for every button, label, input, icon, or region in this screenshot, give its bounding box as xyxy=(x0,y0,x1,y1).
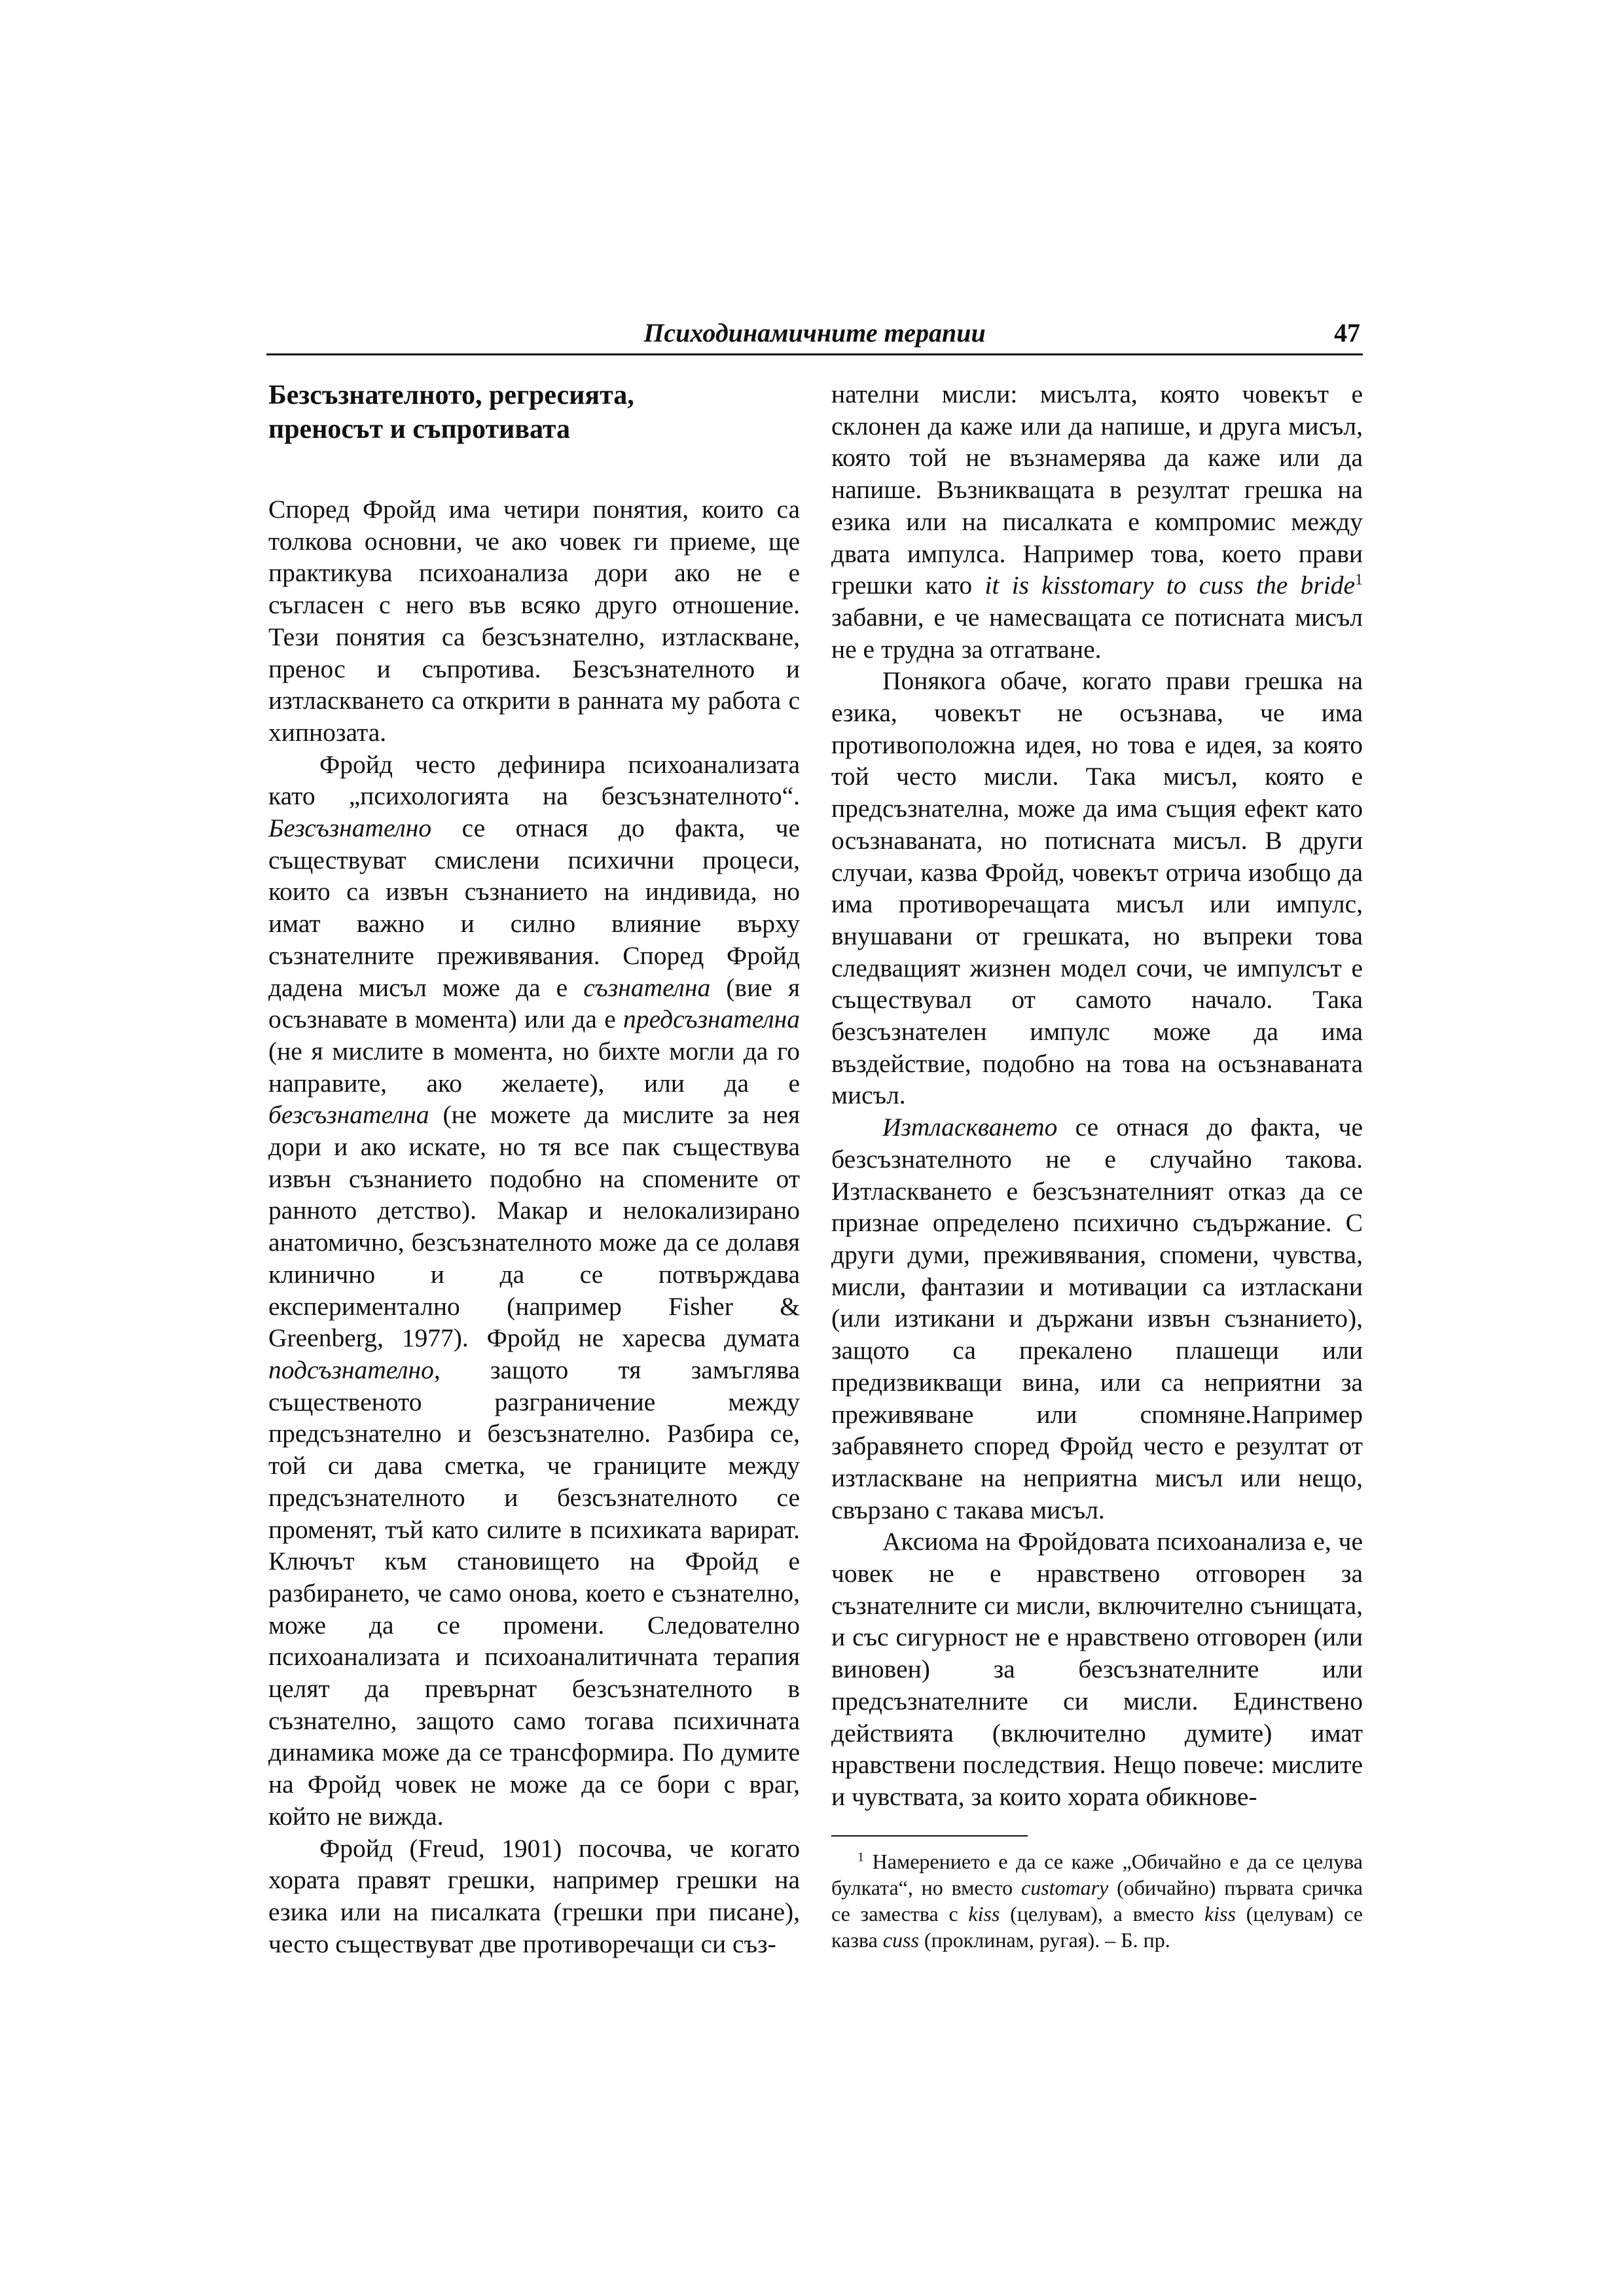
italic-term: съзнателна xyxy=(583,973,711,1002)
italic-example: it is kisstomary to cuss the bride xyxy=(984,571,1355,600)
italic-term: kiss xyxy=(968,1901,1000,1926)
section-heading-line1: Безсъзнателното, регресията, xyxy=(268,380,634,410)
italic-term: предсъзнателна xyxy=(623,1005,800,1034)
running-header xyxy=(266,313,1363,355)
footnote-reference[interactable]: 1 xyxy=(1355,571,1363,589)
text-run: (не я мислите в момента, но бихте могли да го направите, ако желаете), или да е xyxy=(268,1036,800,1098)
paragraph-left-2 xyxy=(268,749,800,1833)
paragraph-right-1 xyxy=(831,378,1363,665)
paragraph-left-3: Фройд (Freud, 1901) посочва, че когато хората правят грешки, например грешки на езика или на писалката (грешки при писане), често съществуват две противоречащи си съз- xyxy=(268,1833,800,1958)
text-run: Фройд често дефинира психоанализата като „психологията на безсъзнателното“. xyxy=(268,749,800,811)
paragraph-left-1: Според Фройд има четири понятия, които са толкова основни, че ако човек ги приеме, ще практикува психоанализа дори ако не е съгласен с него във всяко друго отношение. Тези понятия са безсъзнателно, изтласкване, пренос и съпротива. Безсъзнателното и изтласкването са открити в ранната му работа с хипнозата. xyxy=(268,495,800,747)
italic-term: подсъзнателно xyxy=(268,1355,434,1384)
text-run: , защото тя замъглява същественото разграничение между предсъзнателно и безсъзнателно. Разбира се, той си дава сметка, че границите между предсъзнателното и безсъзнателното се променят, тъй като силите в психиката варират. Ключът към становището на Фройд е разбирането, че само онова, което е съзнателно, може да се промени. Следователно психоанализата и психоаналитичната терапия целят да превърнат безсъзнателното в съзнателно, защото само тогава психичната динамика може да се трансформира. По думите на Фройд човек не може да се бори с враг, който не вижда. xyxy=(268,1355,800,1831)
italic-term: kiss xyxy=(1204,1901,1236,1926)
italic-term: Изтласкването xyxy=(882,1113,1058,1142)
footnote-marker: 1 xyxy=(857,1849,864,1864)
paragraph-right-4: Аксиома на Фройдовата психоанализа е, че човек не е нравствено отговорен за съзнателните си мисли, включително сънищата, и със сигурност не е нравствено отговорен (или виновен) за безсъзнателните или предсъзнателните си мисли. Единствено действията (включително думите) имат нравствени последствия. Нещо повече: мислите и чувствата, за които хората обикнове- xyxy=(831,1527,1363,1811)
paragraph-right-2: Понякога обаче, когато прави грешка на езика, човекът не осъзнава, че има противоположна идея, но това е идея, за която той често мисли. Така мисъл, която е предсъзнателна, може да има същия ефект като осъзнаваната, но потисната мисъл. В други случаи, казва Фройд, човекът отрича изобщо да има противоречащата мисъл или импулс, внушавани от грешката, но въпреки това следващият жизнен модел сочи, че импулсът е съществувал от самото начало. Така безсъзнателен импулс може да има въздействие, подобно на това на осъзнаваната мисъл. xyxy=(831,666,1363,1110)
text-run: (проклинам, ругая). – Б. пр. xyxy=(918,1928,1170,1952)
section-heading-line2: преносът и съпротивата xyxy=(268,414,571,444)
text-run: (вие я осъзнавате в момента) или да е xyxy=(268,973,800,1034)
text-run: забавни, е че намесващата се потисната мисъл не е трудна за отгатване. xyxy=(831,602,1363,664)
page-number: 47 xyxy=(1334,318,1360,348)
text-run: нателни мисли: мисълта, която човекът е склонен да каже или да напише, и друга мисъл, която той не възнамерява да каже или да напише. Възникващата в резултат грешка на езика или на писалката е компромис между двата импулса. Например това, което прави грешки като xyxy=(831,380,1363,600)
right-column xyxy=(831,378,1363,1953)
italic-term: cuss xyxy=(882,1928,919,1952)
text-run: (обичайно) първата сричка се замества с xyxy=(831,1875,1363,1926)
italic-term: Безсъзнателно xyxy=(268,814,432,843)
text-run: се отнася до факта, че съществуват смислени психични процеси, които са извън съзнанието на индивида, но имат важно и силно влияние върху съзнателните преживявания. Според Фройд дадена мисъл може да е xyxy=(268,814,800,1002)
running-head-title: Психодинамичните терапии xyxy=(643,318,986,348)
text-run: Намерението е да се каже „Обичайно е да се целува булката“, но вместо xyxy=(831,1849,1363,1899)
text-run: (целувам) се казва xyxy=(831,1901,1363,1952)
footnote xyxy=(831,1848,1363,1953)
italic-term: безсъзнателна xyxy=(268,1100,429,1130)
section-heading xyxy=(268,378,800,446)
paragraph-right-3 xyxy=(831,1111,1363,1526)
text-run: (не можете да мислите за нея дори и ако искате, но тя все пак съществува извън съзнанието подобно на спомените от ранното детство). Макар и нелокализирано анатомично, безсъзнателното може да се долавя клинично и да се потвърждава експериментално (например Fisher & Greenberg, 1977). Фройд не харесва думата xyxy=(268,1100,800,1353)
text-run: се отнася до факта, че безсъзнателното не е случайно такова. Изтласкването е безсъзнателният отказ да се признае определено психично съдържание. С други думи, преживявания, спомени, чувства, мисли, фантазии и мотивации са изтласкани (или изтикани и държани извън съзнанието), защото са прекалено плашещи или предизвикващи вина, или са неприятни за преживяване или спомняне.Например забравянето според Фройд често е резултат от изтласкване на неприятна мисъл или нещо, свързано с такава мисъл. xyxy=(831,1113,1363,1524)
text-run: (целувам), а вместо xyxy=(1000,1901,1204,1926)
italic-term: customary xyxy=(1020,1875,1109,1899)
footnote-divider xyxy=(831,1835,1028,1837)
left-column xyxy=(268,378,800,1960)
